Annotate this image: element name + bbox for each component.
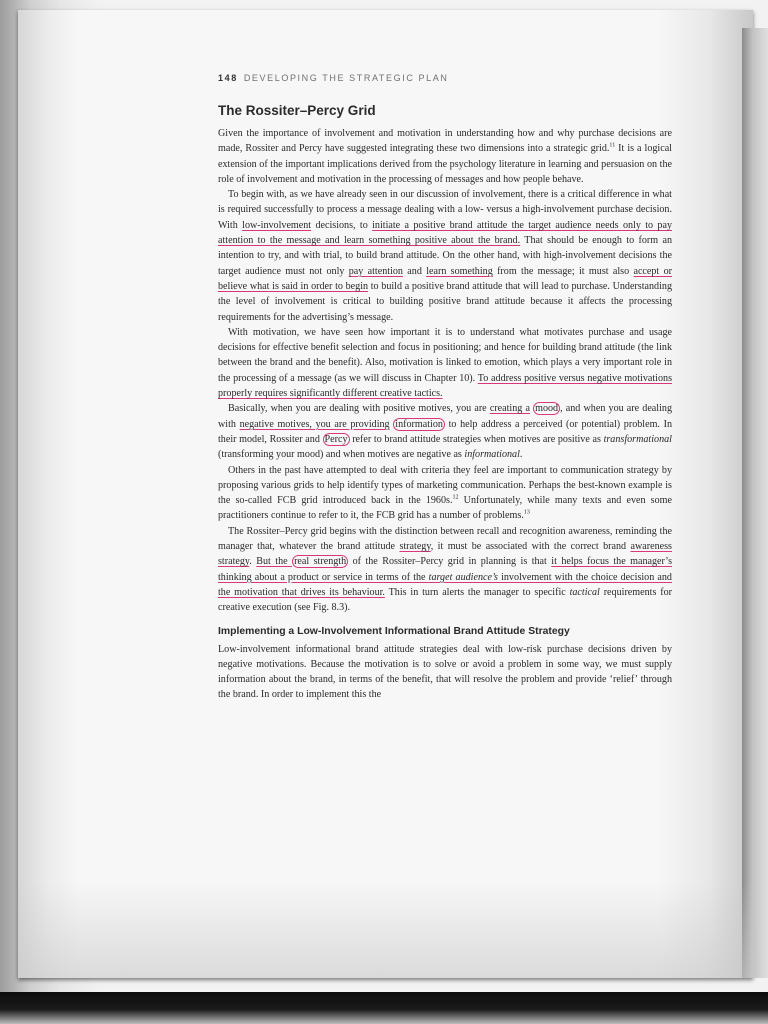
text-run: With motivation, we have seen how important it is to understand what motivates purchase and usage decisions for effective benefit selection and focus in positioning; and hence for building brand attitude (the link between the brand and the benefit). Also, motivation is linked to emotion, which plays a very important role in the processing of a message (as we will discuss in Chapter 10).	[218, 326, 672, 384]
text-run: .	[519, 449, 523, 461]
pen-underline: accept or believe what is said in order to begin	[218, 265, 672, 292]
pen-underline: But the	[256, 556, 293, 568]
running-head	[218, 72, 672, 84]
text-run: Unfortunately, while many texts and even some practitioners continue to refer to it, the FCB grid has a number of problems.	[218, 495, 672, 522]
paragraph-5	[218, 463, 672, 524]
pen-underline: strategy	[399, 541, 431, 553]
text-run: , and when you are dealing with	[218, 403, 672, 430]
text-run: decisions, to	[311, 219, 373, 231]
page-number: 148	[218, 73, 238, 83]
paragraph-4	[218, 401, 672, 462]
pen-circle: Percy	[324, 433, 348, 445]
text-run: of the Rossiter–Percy grid in planning is that	[348, 556, 552, 568]
subsection-paragraph-1: Low-involvement informational brand attitude strategies deal with low-risk purchase decisions driven by negative motivations. Because the motivation is to solve or avoid a problem in some way, we must supply information about the brand, in terms of the benefit, that will resolve the problem and provide ‘relief’ through the brand. In order to implement this the	[218, 643, 672, 701]
emphasis: informational	[464, 449, 520, 461]
pen-underline: involvement with the choice decision and the motivation that drives its behaviour.	[218, 571, 672, 598]
pen-underline: awareness strategy	[218, 541, 672, 568]
text-run: .	[249, 556, 257, 568]
paragraph-3	[218, 325, 672, 401]
text-run: It is a logical extension of the important implications derived from the psychology literature in learning and persuasion on the role of involvement and motivation in the processing of messages and how people behave.	[218, 143, 672, 185]
pen-underline: learn something	[426, 265, 493, 277]
text-run: To begin with, as we have already seen in our discussion of involvement, there is a critical difference in what is required successfully to process a message dealing with a low- versus a high-involvement purchase decision. With	[218, 189, 672, 231]
footnote-ref: 13	[523, 510, 530, 517]
text-run: Given the importance of involvement and motivation in understanding how and why purchase decisions are made, Rossiter and Percy have suggested integrating these two dimensions into a strategic grid.	[218, 128, 672, 155]
pen-underline: negative motives, you are providing	[239, 418, 390, 430]
page-content	[218, 72, 672, 703]
running-head-title: DEVELOPING THE STRATEGIC PLAN	[243, 73, 449, 83]
text-run: That should be enough to form an intention to try, and with trial, to build brand attitude. On the other hand, with high-involvement decisions the target audience must not only	[218, 235, 672, 277]
text-run: This in turn alerts the manager to specific	[384, 586, 570, 598]
section-title: The Rossiter–Percy Grid	[218, 103, 376, 118]
footnote-ref: 11	[609, 142, 616, 149]
text-run: to help address a perceived (or potential) problem. In their model, Rossiter and	[218, 418, 673, 445]
subsection-title: Implementing a Low-Involvement Informational Brand Attitude Strategy	[218, 625, 570, 637]
pen-underline: initiate a positive brand attitude the target audience needs only to pay attention to the message and learn something positive about the brand.	[218, 219, 673, 247]
pen-circle: real strength	[294, 556, 347, 568]
scanner-edge-band	[0, 992, 768, 1024]
text-run: The Rossiter–Percy grid begins with the distinction between recall and recognition awareness, reminding the manager that, whatever the brand attitude	[218, 525, 672, 553]
emphasis: transformational	[603, 433, 672, 445]
pen-underline: To address positive versus negative motivations properly requires significantly different creative tactics.	[218, 372, 672, 400]
text-run: from the message; it must also	[492, 265, 634, 277]
text-run: (transforming your mood) and when motives are negative as	[218, 449, 465, 461]
pen-underline: pay attention	[348, 265, 403, 277]
pen-circle: information	[395, 418, 443, 430]
text-run: requirements for creative execution (see Fig. 8.3).	[218, 586, 673, 614]
pen-underline: it helps focus the manager’s thinking about a product or service in terms of the	[218, 556, 673, 583]
pen-underline: low-involvement	[242, 219, 312, 231]
text-run: and	[402, 265, 427, 277]
page-bottom-shadow	[18, 880, 753, 978]
text-run: , it must be associated with the correct brand	[430, 541, 631, 553]
text-run: Basically, when you are dealing with positive motives, you are	[228, 403, 490, 415]
paragraph-6	[218, 524, 672, 616]
emphasis-underlined: target audience’s	[428, 571, 498, 583]
text-run: to build a positive brand attitude that will lead to purchase. Understanding the level of involvement is critical to building positive brand attitude because it affects the processing requirements for the advertising’s message.	[218, 280, 673, 323]
facing-page-edge	[742, 28, 768, 978]
paragraph-2	[218, 187, 672, 325]
pen-underline: creating a	[489, 403, 530, 415]
text-run: refer to brand attitude strategies when motives are positive as	[349, 433, 604, 445]
emphasis: tactical	[569, 586, 600, 598]
footnote-ref: 12	[452, 494, 459, 501]
text-run: Others in the past have attempted to deal with criteria they feel are important to communication strategy by proposing various grids to help identify types of marketing communication. Perhaps the best-known example is the so-called FCB grid introduced back in the 1960s.	[218, 464, 672, 507]
pen-circle: mood	[535, 403, 559, 415]
paragraph-1	[218, 126, 672, 187]
